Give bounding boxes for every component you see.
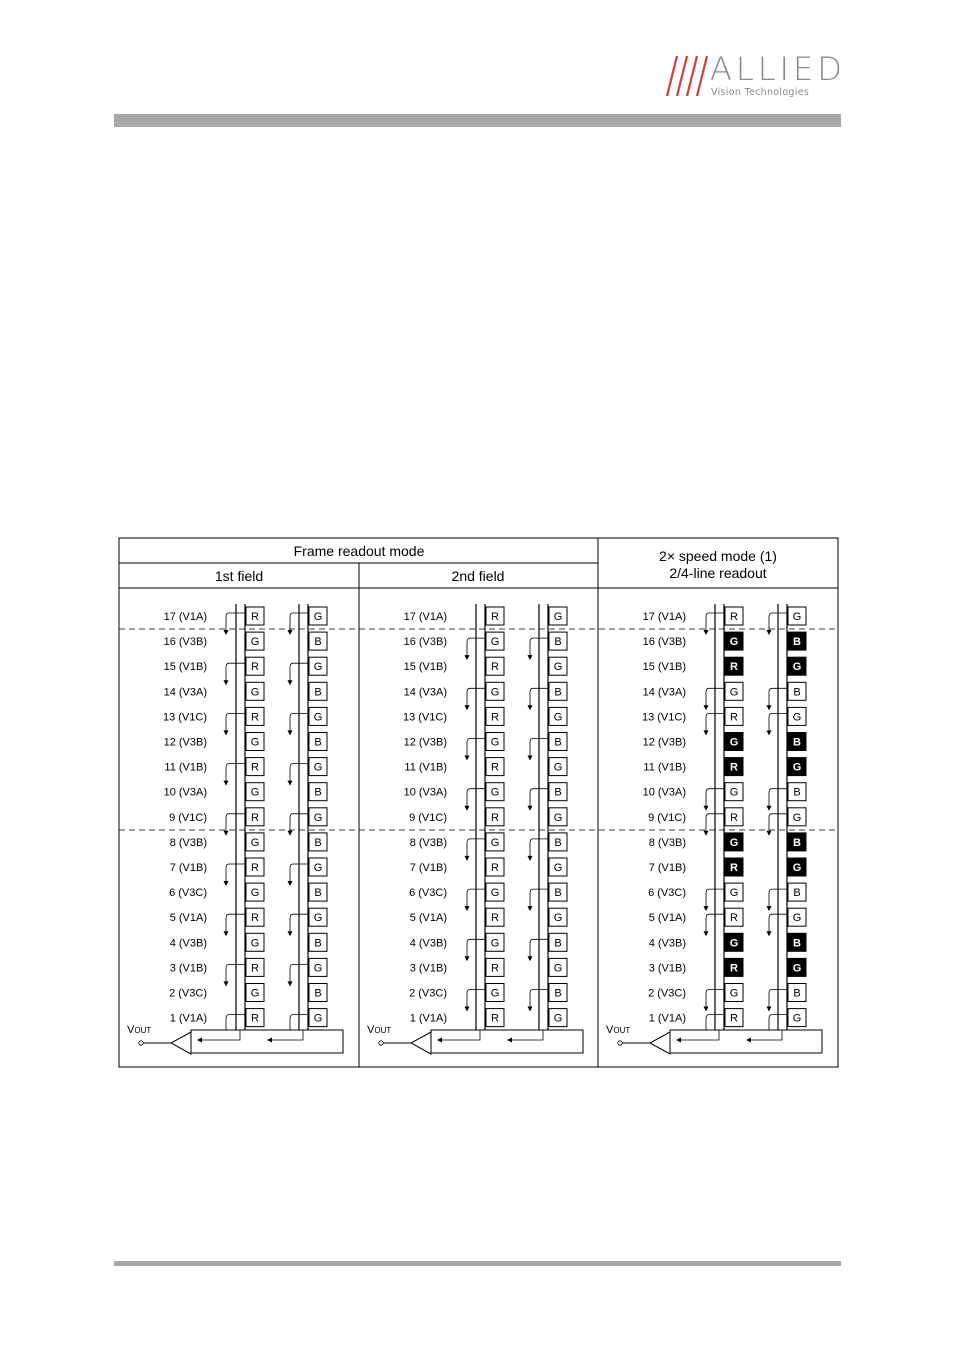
pixel-cell-label: G (490, 636, 500, 649)
transfer-arrow-right (288, 781, 293, 786)
pixel-cell-label: G (729, 636, 739, 649)
frame-readout-mode-header: Frame readout mode (293, 543, 425, 559)
transfer-arrow-right (528, 806, 533, 811)
pixel-cell-label: G (792, 611, 802, 623)
output-terminal-icon (139, 1041, 143, 1045)
pixel-cell-label: B (793, 937, 801, 950)
transfer-arrow-left (704, 831, 709, 836)
transfer-arrow-left (465, 756, 470, 761)
transfer-arrow-left (704, 806, 709, 811)
pixel-cell-label: G (729, 887, 739, 900)
pixel-cell-label: G (553, 962, 563, 975)
pixel-cell-label: G (729, 836, 739, 849)
pixel-cell-label: R (251, 711, 259, 724)
transfer-arrow-left (704, 1007, 709, 1012)
transfer-arrow-right (528, 1007, 533, 1012)
output-amplifier-icon (171, 1032, 191, 1054)
logo-tagline: Vision Technologies (711, 87, 810, 98)
transfer-arrow-right (528, 655, 533, 660)
transfer-arrow-right (767, 630, 772, 635)
pixel-cell-label: R (491, 962, 499, 975)
row-label: 3 (V1B) (648, 962, 686, 975)
pixel-cell-label: R (251, 1012, 259, 1025)
pixel-cell-label: G (729, 686, 739, 699)
pixel-cell-label: R (491, 711, 499, 724)
pixel-cell-label: R (730, 661, 738, 674)
pixel-cell-label: B (554, 987, 562, 1000)
row-label: 17 (V1A) (403, 611, 447, 623)
transfer-arrow-right (767, 705, 772, 710)
pixel-cell-label: R (730, 711, 738, 724)
row-label: 5 (V1A) (409, 912, 447, 925)
pixel-cell-label: B (793, 686, 801, 699)
vout-label: VOUT (606, 1024, 631, 1036)
pixel-cell-label: G (490, 686, 500, 699)
pixel-cell-label: G (490, 786, 500, 799)
row-label: 2 (V3C) (648, 987, 686, 1000)
transfer-arrow-left (224, 881, 229, 886)
transfer-arrow-right (767, 730, 772, 735)
pixel-cell-label: R (730, 862, 738, 874)
pixel-cell-label: R (730, 761, 738, 774)
transfer-arrow-right (528, 756, 533, 761)
transfer-arrow-right (767, 906, 772, 911)
transfer-arrow-right (528, 705, 533, 710)
transfer-arrow-right (288, 630, 293, 635)
pixel-cell-label: G (313, 761, 323, 774)
pixel-cell-label: R (251, 611, 259, 623)
transfer-arrow-right (767, 806, 772, 811)
transfer-arrow-right (767, 1007, 772, 1012)
row-label: 12 (V3B) (163, 736, 207, 749)
pixel-cell-label: G (313, 661, 323, 674)
row-label: 16 (V3B) (163, 636, 207, 649)
transfer-arrow-left (704, 705, 709, 710)
row-label: 8 (V3B) (648, 836, 686, 849)
pixel-cell-label: G (250, 736, 260, 749)
transfer-arrow-right (528, 956, 533, 961)
row-label: 11 (V1B) (164, 761, 207, 774)
transfer-arrow-left (224, 931, 229, 936)
pixel-cell-label: B (554, 937, 562, 950)
pixel-cell-label: G (729, 786, 739, 799)
transfer-arrow-right (288, 680, 293, 685)
row-label: 1 (V1A) (648, 1012, 686, 1025)
row-label: 11 (V1B) (643, 761, 686, 774)
transfer-arrow-left (224, 730, 229, 735)
pixel-cell-label: G (792, 1012, 802, 1025)
row-label: 17 (V1A) (642, 611, 686, 623)
row-label: 2 (V3C) (169, 987, 207, 1000)
pixel-cell-label: R (491, 761, 499, 774)
pixel-cell-label: G (792, 962, 802, 975)
vout-label: VOUT (127, 1024, 152, 1036)
row-label: 15 (V1B) (642, 661, 686, 674)
second-field-header: 2nd field (451, 568, 505, 584)
transfer-arrow-right (288, 931, 293, 936)
pixel-cell-label: G (729, 937, 739, 950)
row-label: 13 (V1C) (641, 711, 686, 724)
pixel-cell-label: R (251, 912, 259, 925)
row-label: 14 (V3A) (163, 686, 207, 699)
transfer-arrow-left (465, 906, 470, 911)
pixel-cell-label: G (729, 987, 739, 1000)
pixel-cell-label: G (553, 1012, 563, 1025)
pixel-cell-label: B (793, 987, 801, 1000)
pixel-cell-label: G (490, 887, 500, 900)
pixel-cell-label: B (314, 636, 322, 649)
row-label: 14 (V3A) (642, 686, 686, 699)
row-label: 10 (V3A) (163, 786, 207, 799)
row-label: 4 (V3B) (648, 937, 686, 950)
pixel-cell-label: G (553, 912, 563, 925)
pixel-cell-label: R (730, 962, 738, 975)
pixel-cell-label: B (554, 686, 562, 699)
row-label: 5 (V1A) (169, 912, 207, 925)
pixel-cell-label: R (491, 1012, 499, 1025)
pixel-cell-label: G (553, 711, 563, 724)
transfer-arrow-right (288, 831, 293, 836)
transfer-arrow-left (224, 781, 229, 786)
pixel-cell-label: B (314, 836, 322, 849)
transfer-arrow-left (224, 680, 229, 685)
transfer-arrow-right (288, 730, 293, 735)
transfer-arrow-left (465, 806, 470, 811)
pixel-cell-label: R (251, 811, 259, 824)
pixel-cell-label: G (792, 711, 802, 724)
transfer-arrow-left (465, 1007, 470, 1012)
pixel-cell-label: G (250, 987, 260, 1000)
row-label: 11 (V1B) (404, 761, 447, 774)
pixel-cell-label: G (250, 836, 260, 849)
pixel-cell-label: G (250, 786, 260, 799)
horizontal-register (431, 1030, 583, 1053)
row-label: 13 (V1C) (402, 711, 447, 724)
pixel-cell-label: G (553, 862, 563, 874)
pixel-cell-label: B (793, 786, 801, 799)
transfer-arrow-left (704, 730, 709, 735)
speed-mode-header-line1: 2× speed mode (1) (659, 548, 777, 564)
logo-brand-text: ALLIED (710, 50, 846, 88)
transfer-arrow-right (528, 906, 533, 911)
row-label: 15 (V1B) (163, 661, 207, 674)
row-label: 13 (V1C) (162, 711, 207, 724)
pixel-cell-label: G (490, 937, 500, 950)
transfer-arrow-right (767, 831, 772, 836)
row-label: 7 (V1B) (409, 862, 447, 874)
row-label: 7 (V1B) (648, 862, 686, 874)
footer-bar (114, 1261, 841, 1266)
pixel-cell-label: R (491, 862, 499, 874)
pixel-cell-label: G (792, 811, 802, 824)
transfer-arrow-right (288, 881, 293, 886)
row-label: 6 (V3C) (409, 887, 447, 900)
pixel-cell-label: B (554, 636, 562, 649)
row-label: 17 (V1A) (163, 611, 207, 623)
pixel-cell-label: G (792, 761, 802, 774)
pixel-cell-label: G (250, 686, 260, 699)
pixel-cell-label: G (553, 761, 563, 774)
horizontal-register (191, 1030, 343, 1053)
pixel-cell-label: G (490, 987, 500, 1000)
pixel-cell-label: R (730, 611, 738, 623)
transfer-arrow-right (767, 931, 772, 936)
first-field-header: 1st field (214, 568, 264, 584)
transfer-arrow-right (288, 981, 293, 986)
pixel-cell-label: B (793, 736, 801, 749)
horizontal-register (670, 1030, 822, 1053)
pixel-cell-label: G (792, 661, 802, 674)
pixel-cell-label: G (792, 862, 802, 874)
output-amplifier-icon (650, 1032, 670, 1054)
pixel-cell-label: B (314, 887, 322, 900)
pixel-cell-label: B (793, 836, 801, 849)
pixel-cell-label: R (251, 761, 259, 774)
row-label: 4 (V3B) (409, 937, 447, 950)
output-terminal-icon (618, 1041, 622, 1045)
transfer-arrow-left (465, 856, 470, 861)
row-label: 9 (V1C) (648, 811, 686, 824)
pixel-cell-label: R (730, 811, 738, 824)
output-terminal-icon (379, 1041, 383, 1045)
pixel-cell-label: G (250, 636, 260, 649)
pixel-cell-label: R (491, 811, 499, 824)
pixel-cell-label: B (314, 786, 322, 799)
pixel-cell-label: G (490, 736, 500, 749)
row-label: 9 (V1C) (169, 811, 207, 824)
pixel-cell-label: R (251, 661, 259, 674)
pixel-cell-label: G (792, 912, 802, 925)
row-label: 10 (V3A) (403, 786, 447, 799)
row-label: 7 (V1B) (169, 862, 207, 874)
speed-mode-header-line2: 2/4-line readout (669, 565, 767, 581)
pixel-cell-label: R (251, 962, 259, 975)
vout-label: VOUT (367, 1024, 392, 1036)
pixel-cell-label: G (729, 736, 739, 749)
pixel-cell-label: B (793, 636, 801, 649)
transfer-arrow-left (465, 956, 470, 961)
pixel-cell-label: G (553, 661, 563, 674)
row-label: 8 (V3B) (169, 836, 207, 849)
pixel-cell-label: G (250, 887, 260, 900)
pixel-cell-label: R (491, 611, 499, 623)
pixel-cell-label: B (314, 736, 322, 749)
row-label: 8 (V3B) (409, 836, 447, 849)
transfer-arrow-left (704, 906, 709, 911)
pixel-cell-label: G (313, 962, 323, 975)
row-label: 10 (V3A) (642, 786, 686, 799)
pixel-cell-label: B (554, 786, 562, 799)
transfer-arrow-right (528, 856, 533, 861)
row-label: 14 (V3A) (403, 686, 447, 699)
row-label: 1 (V1A) (409, 1012, 447, 1025)
pixel-cell-label: R (491, 661, 499, 674)
row-label: 15 (V1B) (403, 661, 447, 674)
pixel-cell-label: B (554, 887, 562, 900)
row-label: 4 (V3B) (169, 937, 207, 950)
pixel-cell-label: R (491, 912, 499, 925)
row-label: 1 (V1A) (169, 1012, 207, 1025)
row-label: 5 (V1A) (648, 912, 686, 925)
pixel-cell-label: G (553, 611, 563, 623)
row-label: 12 (V3B) (403, 736, 447, 749)
pixel-cell-label: G (313, 711, 323, 724)
pixel-cell-label: B (314, 987, 322, 1000)
transfer-arrow-left (704, 630, 709, 635)
pixel-cell-label: B (314, 686, 322, 699)
row-label: 6 (V3C) (169, 887, 207, 900)
pixel-cell-label: R (730, 1012, 738, 1025)
pixel-cell-label: B (554, 836, 562, 849)
row-label: 3 (V1B) (169, 962, 207, 975)
transfer-arrow-left (224, 981, 229, 986)
transfer-arrow-left (465, 655, 470, 660)
row-label: 16 (V3B) (642, 636, 686, 649)
pixel-cell-label: G (313, 912, 323, 925)
row-label: 9 (V1C) (409, 811, 447, 824)
pixel-cell-label: G (250, 937, 260, 950)
pixel-cell-label: G (313, 862, 323, 874)
pixel-cell-label: R (730, 912, 738, 925)
pixel-cell-label: R (251, 862, 259, 874)
pixel-cell-label: G (313, 1012, 323, 1025)
row-label: 3 (V1B) (409, 962, 447, 975)
pixel-cell-label: B (314, 937, 322, 950)
pixel-cell-label: G (490, 836, 500, 849)
output-amplifier-icon (411, 1032, 431, 1054)
pixel-cell-label: B (554, 736, 562, 749)
row-label: 6 (V3C) (648, 887, 686, 900)
pixel-cell-label: G (313, 611, 323, 623)
row-label: 2 (V3C) (409, 987, 447, 1000)
pixel-cell-label: B (793, 887, 801, 900)
pixel-cell-label: G (553, 811, 563, 824)
row-label: 16 (V3B) (403, 636, 447, 649)
row-label: 12 (V3B) (642, 736, 686, 749)
transfer-arrow-left (224, 630, 229, 635)
transfer-arrow-left (224, 831, 229, 836)
pixel-cell-label: G (313, 811, 323, 824)
transfer-arrow-left (465, 705, 470, 710)
transfer-arrow-left (704, 931, 709, 936)
